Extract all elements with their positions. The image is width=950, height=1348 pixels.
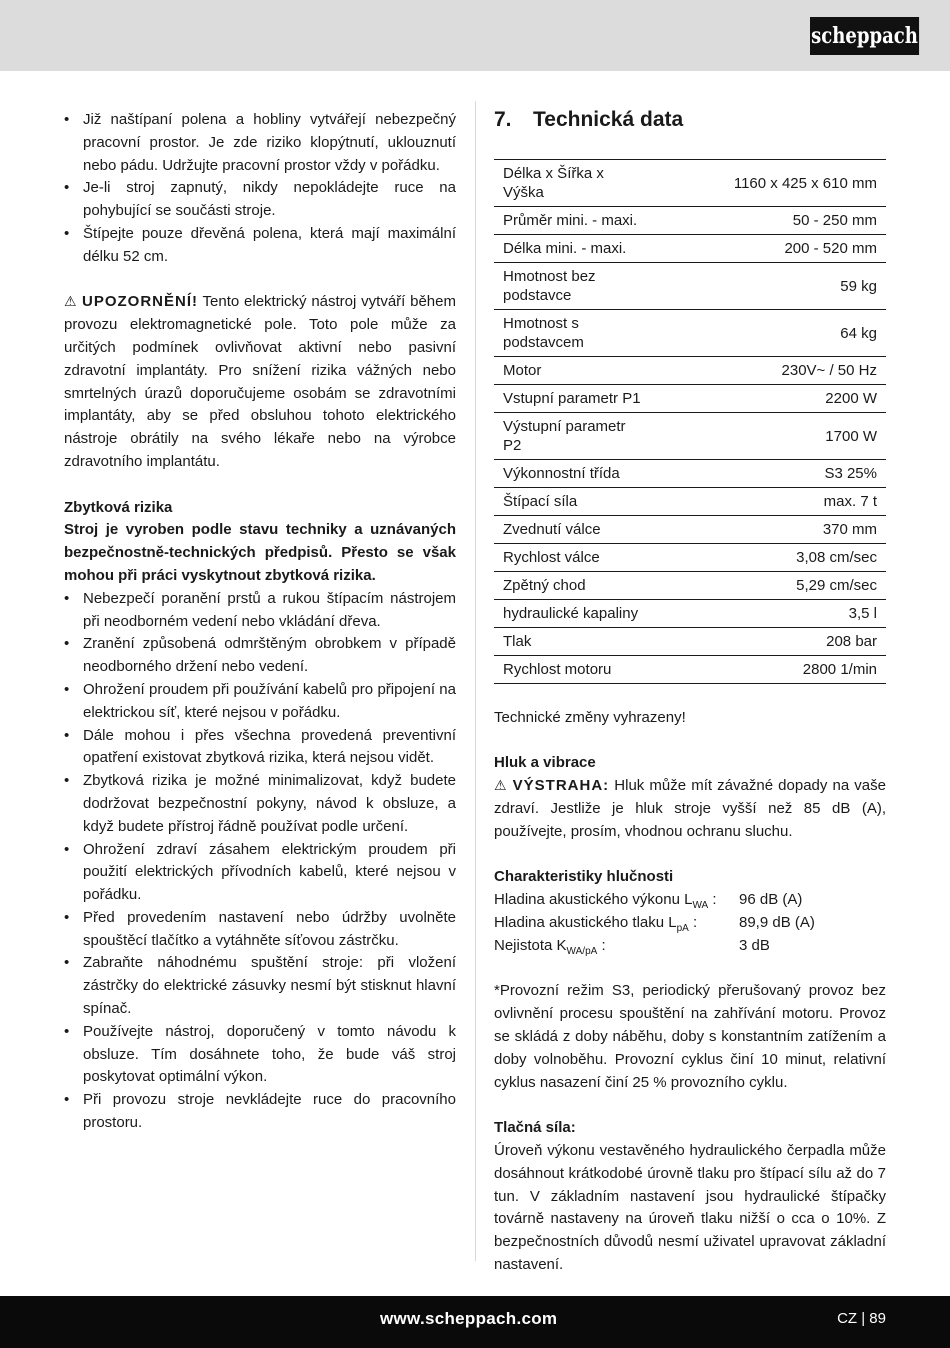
tech-label: Hmotnost bez podstavce (503, 268, 596, 304)
table-row (494, 600, 886, 628)
technical-data-table (494, 159, 886, 684)
table-row (494, 544, 886, 572)
noise-subscript: WA (692, 900, 709, 912)
table-row (494, 628, 886, 656)
list-item: • Nebezpečí poranění prstů a rukou štípacím nástrojem při neodborném vedení nebo vkládání dřeva. (64, 588, 456, 634)
tech-label: Výkonnostní třída (503, 465, 620, 482)
noise-warning-label: VÝSTRAHA: (512, 777, 610, 795)
right-column (494, 105, 886, 1277)
noise-row (494, 889, 886, 912)
warning-triangle-icon: ⚠ (64, 294, 78, 311)
website-link[interactable]: www.scheppach.com (380, 1309, 558, 1328)
section-heading (494, 105, 886, 135)
force-heading: Tlačná síla: (494, 1119, 576, 1137)
warning-text: Tento elektrický nástroj vytváří během provozu elektromagnetické pole. Toto pole může za určitých podmínek ovlivňovat aktivní nebo pasivní zdravotní implantáty. Pro snížení rizika vážných nebo smrtelných úrazů doporučujeme osobám se zdravotními implantáty, aby se před obsluhou tohoto elektrického nástroje obrátily na svého lékaře nebo na výrobce zdravotního implantátu. (64, 293, 456, 470)
tech-value: 1160 x 425 x 610 mm (733, 174, 877, 192)
section-title: Technická data (533, 108, 684, 131)
tech-value: 3,5 l (848, 605, 877, 622)
table-row (494, 385, 886, 413)
tech-value: 3,08 cm/sec (796, 549, 877, 566)
tech-label: Délka x Šířka x Výška (503, 165, 604, 201)
noise-values (494, 889, 886, 957)
noise-value: 89,9 dB (A) (739, 913, 815, 931)
tech-value: 2800 1/min (802, 661, 877, 678)
warning-triangle-icon: ⚠ (494, 778, 508, 795)
safety-bullet-list (64, 109, 456, 269)
table-row (494, 235, 886, 263)
page-footer (0, 1296, 950, 1348)
tech-value: 230V~ / 50 Hz (781, 362, 877, 379)
residual-risks-list (64, 588, 456, 1135)
tech-label: Výstupní parametr P2 (503, 418, 626, 454)
tech-label: Motor (503, 362, 542, 379)
noise-label: Hladina akustického tlaku L (494, 913, 677, 931)
tech-label: hydraulické kapaliny (503, 605, 639, 622)
list-item: • Zbytková rizika je možné minimalizovat, když budete dodržovat bezpečnostní pokyny, návod k obsluze, a když budete přístroj řádně používat podle určení. (64, 770, 456, 838)
tech-value: 59 kg (840, 277, 877, 295)
residual-risks-intro: Stroj je vyroben podle stavu techniky a uznávaných bezpečnostně-technických předpisů. Přesto se však mohou při práci vyskytnout zbytková rizika. (64, 521, 456, 584)
list-item: • Zabraňte náhodnému spuštění stroje: při vložení zástrčky do elektrické zásuvky nesmí být stisknut hlavní spínač. (64, 952, 456, 1020)
tech-value: max. 7 t (823, 493, 877, 510)
noise-separator: : (597, 936, 606, 954)
page-header (0, 0, 950, 71)
tech-value: 370 mm (822, 521, 877, 538)
em-field-warning (64, 291, 456, 473)
page-number: CZ | 89 (837, 1310, 886, 1327)
residual-risks-heading: Zbytková rizika (64, 498, 173, 516)
table-row (494, 488, 886, 516)
tech-label: Zvednutí válce (503, 521, 601, 538)
table-row (494, 263, 886, 310)
noise-value: 3 dB (739, 936, 770, 954)
tech-label: Tlak (503, 633, 532, 650)
list-item: • Před provedením nastavení nebo údržby uvolněte spouštěcí tlačítko a vytáhněte síťovou zástrčku. (64, 907, 456, 953)
table-row (494, 160, 886, 207)
column-divider (475, 101, 476, 1261)
tech-label: Délka mini. - maxi. (503, 240, 627, 257)
noise-value: 96 dB (A) (739, 891, 803, 909)
tech-value: 64 kg (840, 324, 877, 342)
noise-heading: Hluk a vibrace (494, 754, 596, 772)
list-item: • Štípejte pouze dřevěná polena, která mají maximální délku 52 cm. (64, 223, 456, 269)
list-item: • Zranění způsobená odmrštěným obrobkem v případě neodborného držení nebo vedení. (64, 633, 456, 679)
list-item: • Dále mohou i přes všechna provedená preventivní opatření existovat zbytková rizika, která nejsou vidět. (64, 725, 456, 771)
list-item: • Již naštípaní polena a hobliny vytvářejí nebezpečný pracovní prostor. Je zde riziko klopýtnutí, uklouznutí nebo pádu. Udržujte pracovní prostor vždy v pořádku. (64, 109, 456, 177)
noise-warning (494, 775, 886, 843)
noise-row (494, 912, 886, 935)
tech-value: 2200 W (825, 390, 877, 407)
warning-label: UPOZORNĚNÍ! (82, 293, 198, 311)
list-item: • Ohrožení proudem při používání kabelů pro připojení na elektrickou síť, které nejsou v pořádku. (64, 679, 456, 725)
noise-subscript: pA (676, 922, 689, 934)
table-row (494, 207, 886, 235)
table-row (494, 357, 886, 385)
tech-value: 50 - 250 mm (792, 212, 877, 229)
force-text: Úroveň výkonu vestavěného hydraulického čerpadla může dosáhnout krátkodobé úrovně tlaku pro štípací sílu až do 7 tun. V základním nastavení jsou hydraulické štípačky továrně nastaveny na úroveň tlaku nižší o cca o 10%. Z bezpečnostních důvodů nesmí uživatel upravovat základní nastavení. (494, 1141, 886, 1273)
noise-label: Hladina akustického výkonu L (494, 891, 693, 909)
tech-label: Hmotnost s podstavcem (503, 315, 584, 351)
tech-label: Rychlost motoru (503, 661, 612, 678)
section-number: 7. (494, 108, 512, 131)
tech-value: 1700 W (825, 427, 877, 445)
list-item: • Používejte nástroj, doporučený v tomto návodu k obsluze. Tím dosáhnete toho, že bude váš stroj poskytovat optimální výkon. (64, 1021, 456, 1089)
noise-label: Nejistota K (494, 936, 567, 954)
tech-value: 5,29 cm/sec (796, 577, 877, 594)
tech-label: Zpětný chod (503, 577, 586, 594)
table-row (494, 516, 886, 544)
tech-label: Vstupní parametr P1 (503, 390, 641, 407)
table-row (494, 413, 886, 460)
table-row (494, 572, 886, 600)
table-row (494, 460, 886, 488)
tech-value: 208 bar (826, 633, 877, 650)
changes-note: Technické změny vyhrazeny! (494, 708, 686, 726)
noise-subscript: WA/pA (566, 945, 598, 957)
tech-label: Průměr mini. - maxi. (503, 212, 638, 229)
list-item: • Při provozu stroje nevkládejte ruce do pracovního prostoru. (64, 1089, 456, 1135)
left-column (64, 109, 456, 1135)
scheppach-logo: scheppach (810, 17, 919, 55)
noise-characteristics-heading: Charakteristiky hlučnosti (494, 868, 674, 886)
duty-cycle-note: *Provozní režim S3, periodický přerušovaný provoz bez ovlivnění procesu spouštění na zahřívání motoru. Provoz se skládá z doby náběhu, doby s konstantním zatížením a doby volnoběhu. Provozní cyklus činí 10 minut, relativní cyklus nasazení činí 25 % provozního cyklu. (494, 982, 886, 1091)
table-row (494, 310, 886, 357)
noise-row (494, 935, 886, 958)
table-row (494, 656, 886, 684)
list-item: • Je-li stroj zapnutý, nikdy nepokládejte ruce na pohybující se součásti stroje. (64, 177, 456, 223)
tech-label: Rychlost válce (503, 549, 600, 566)
noise-separator: : (688, 913, 698, 931)
noise-separator: : (708, 891, 717, 909)
tech-label: Štípací síla (503, 493, 578, 510)
tech-value: S3 25% (824, 465, 877, 482)
list-item: • Ohrožení zdraví zásahem elektrickým proudem při použití elektrických přívodních kabelů, které nejsou v pořádku. (64, 839, 456, 907)
tech-value: 200 - 520 mm (784, 240, 877, 257)
noise-warning-text: Hluk může mít závažné dopady na vaše zdraví. Jestliže je hluk stroje vyšší než 85 dB (A), používejte, prosím, vhodnou ochranu sluchu. (494, 777, 886, 840)
